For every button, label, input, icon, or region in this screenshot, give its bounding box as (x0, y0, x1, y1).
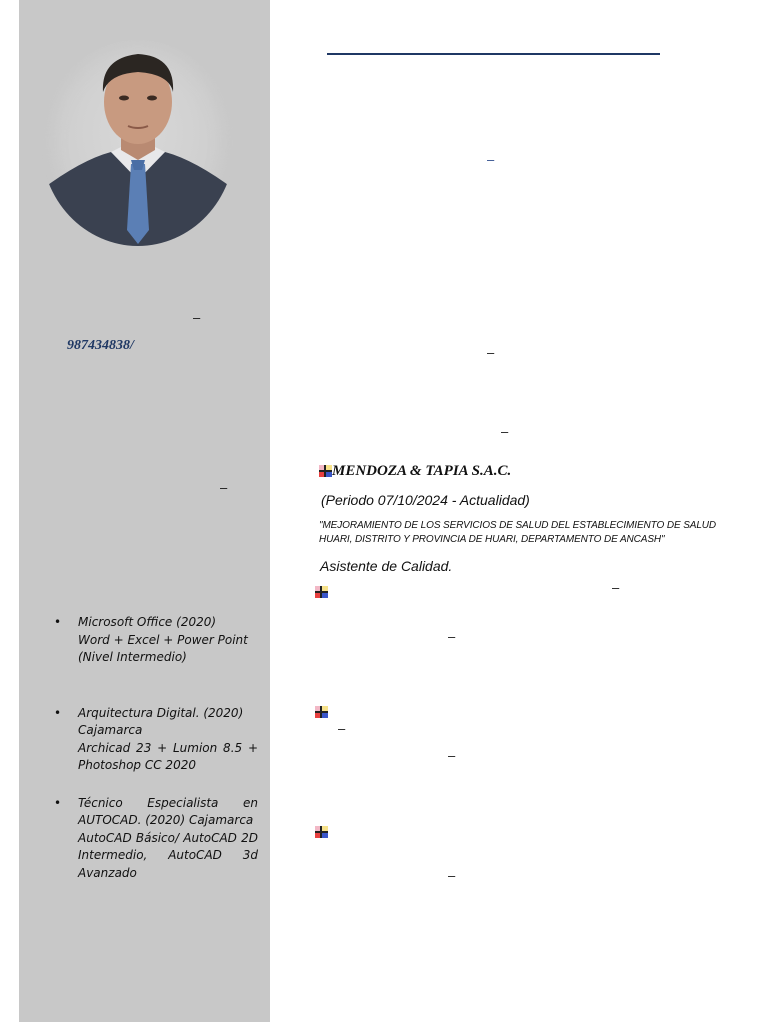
skill-line: Archicad 23 + Lumion 8.5 + Photoshop CC 2020 (78, 740, 258, 772)
dash-mark: – (220, 480, 228, 495)
skill-line: Cajamarca (78, 723, 143, 737)
header-divider-line (327, 53, 660, 55)
profile-photo-illustration (41, 40, 235, 246)
skill-line: Word + Excel + Power Point (78, 632, 248, 647)
company-name: MENDOZA & TAPIA S.A.C. (332, 463, 512, 479)
colored-square-bullet-icon (315, 586, 328, 598)
skill-item (52, 614, 258, 667)
bullet-icon: • (54, 705, 62, 720)
dash-mark: – (487, 345, 495, 360)
skill-line: Técnico Especialista en AUTOCAD. (2020) Cajamarca (78, 795, 258, 827)
skill-item (52, 795, 258, 883)
profile-photo (41, 40, 235, 246)
dash-mark: – (501, 424, 509, 439)
colored-square-bullet-icon (315, 826, 328, 838)
dash-mark: – (612, 580, 620, 595)
bullet-icon: • (54, 615, 62, 629)
project-name: "MEJORAMIENTO DE LOS SERVICIOS DE SALUD DEL ESTABLECIMIENTO DE SALUD HUARI, DISTRITO Y PROVINCIA DE HUARI, DEPARTAMENTO DE ANCASH" (319, 520, 717, 545)
work-period: (Periodo 07/10/2024 - Actualidad) (321, 492, 530, 508)
colored-square-bullet-icon (315, 706, 328, 718)
job-role: Asistente de Calidad. (320, 558, 453, 574)
dash-mark: – (193, 310, 201, 325)
dash-mark: – (448, 868, 456, 883)
skill-item (52, 705, 258, 775)
skill-line: AutoCAD Básico/ AutoCAD 2D Intermedio, AutoCAD 3d Avanzado (78, 830, 258, 880)
dash-mark: – (448, 629, 456, 644)
phone-number: 987434838/ (67, 338, 134, 353)
dash-mark: – (338, 721, 346, 736)
skill-line: Microsoft Office (2020) (78, 615, 217, 629)
dash-mark: – (448, 748, 456, 763)
bullet-icon: • (54, 795, 62, 810)
skill-line: Arquitectura Digital. (2020) (78, 705, 244, 720)
skill-line: (Nivel Intermedio) (78, 650, 187, 664)
colored-square-bullet-icon (319, 465, 332, 477)
dash-mark: – (487, 152, 495, 167)
skills-list (52, 614, 258, 882)
